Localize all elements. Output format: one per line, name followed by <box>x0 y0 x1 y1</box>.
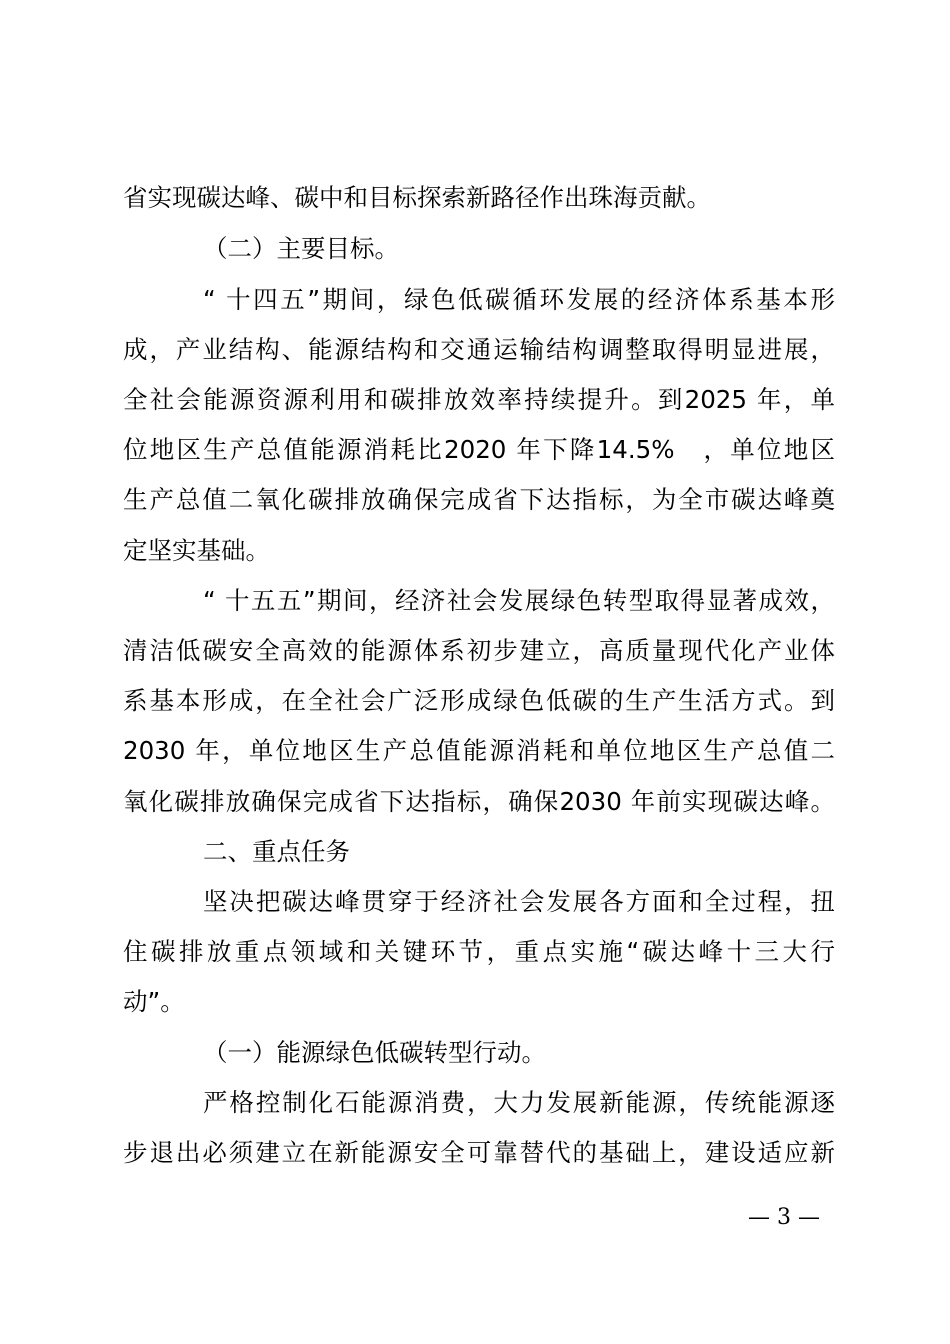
section-heading-key-tasks: 二、重点任务 <box>203 837 350 866</box>
text-line-7: 生产总值二氧化碳排放确保完成省下达指标，为全市碳达峰奠 <box>123 485 835 514</box>
text-line-11: 系基本形成，在全社会广泛形成绿色低碳的生产生活方式。到 <box>123 686 835 715</box>
text-line-19: 严格控制化石能源消费，大力发展新能源，传统能源逐 <box>203 1088 835 1117</box>
text-line-10: 清洁低碳安全高效的能源体系初步建立，高质量现代化产业体 <box>123 636 835 665</box>
text-line-6: 位地区生产总值能源消耗比2020 年下降14.5% ，单位地区 <box>123 435 835 464</box>
text-line-9: “ 十五五”期间，经济社会发展绿色转型取得显著成效， <box>203 586 835 615</box>
text-line-4: 成，产业结构、能源结构和交通运输结构调整取得明显进展， <box>123 335 835 364</box>
text-line-5: 全社会能源资源利用和碳排放效率持续提升。到2025 年，单 <box>123 385 835 414</box>
text-line-12: 2030 年，单位地区生产总值能源消耗和单位地区生产总值二 <box>123 736 835 765</box>
text-line-16: 住碳排放重点领域和关键环节，重点实施“碳达峰十三大行 <box>123 937 835 966</box>
section-heading-main-goals: （二）主要目标。 <box>203 234 399 263</box>
page-number: — 3 — <box>748 1205 820 1230</box>
text-line-3: “ 十四五”期间，绿色低碳循环发展的经济体系基本形 <box>203 285 835 314</box>
section-heading-energy-action: （一）能源绿色低碳转型行动。 <box>203 1038 546 1067</box>
text-line-1: 省实现碳达峰、碳中和目标探索新路径作出珠海贡献。 <box>123 183 711 212</box>
text-line-13: 氧化碳排放确保完成省下达指标，确保2030 年前实现碳达峰。 <box>123 787 835 816</box>
text-line-17: 动”。 <box>123 987 185 1016</box>
text-line-8: 定坚实基础。 <box>123 536 270 565</box>
text-line-15: 坚决把碳达峰贯穿于经济社会发展各方面和全过程，扭 <box>203 887 835 916</box>
text-line-20: 步退出必须建立在新能源安全可靠替代的基础上，建设适应新 <box>123 1138 835 1167</box>
